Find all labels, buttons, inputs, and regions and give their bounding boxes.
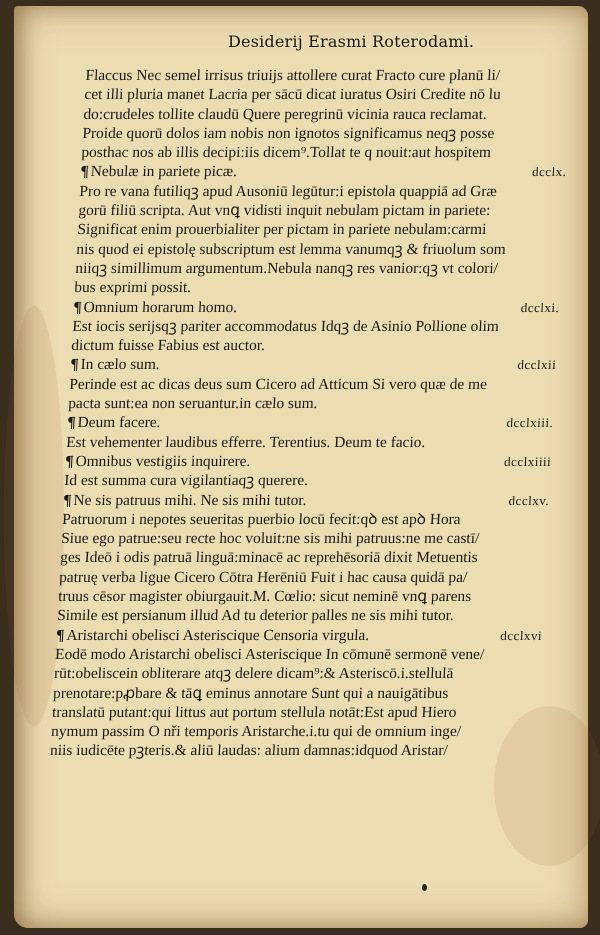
adage-title: Omnibus vestigiis inquirere. [75,452,251,470]
adage-number: dcclxv. [508,492,550,508]
entry-line: Perinde est ac dicas deus sum Cicero ad Atticum Si vero quæ de me [68,375,488,393]
entry-line: Est vehementer laudibus efferre. Terentius. Deum te facio. [65,433,426,451]
entry-line: Est iocis serijsqꝫ pariter accommodatus Idqꝫ de Asinio Pollione olim [71,317,500,335]
pilcrow-icon: ¶ [72,298,83,316]
adage-title: In cælo sum. [80,356,161,374]
text-line: do:crudeles tollite claudū Quere peregrinū vicinia rauca reclamat. [83,105,488,123]
adage-heading-row [65,452,552,471]
adage-number: dcclxii [517,357,557,373]
adage-heading-row [73,298,560,317]
adage-title: Nebulæ in pariete picæ. [90,163,238,181]
adage-title: Ne sis patruus mihi. Ne sis mihi tutor. [73,491,308,509]
adage-heading [70,355,160,374]
pilcrow-icon: ¶ [80,163,90,181]
adage-heading-row [63,491,550,510]
adage-title: Omnium horarum homo. [83,298,238,316]
text-line: posthac nos ab illis decipi:iis dicem⁹.Tollat te q nouit:aut hospitem [81,144,492,162]
entry-line: nymum passim O nři temporis Aristarche.i.tu qui de omnium inge/ [50,723,462,741]
entry-line: niiqꝫ simillimum argumentum.Nebula nanqꝫ res vanior:qꝫ vt colori/ [74,259,499,277]
adage-number: dcclxvi [500,627,543,643]
entry-line: Id est summa cura vigilantiaqꝫ querere. [63,472,309,490]
entry-line: ges Ideō i odis patruā linguā:minacē ac reprehēsoriā dixit Metuentis [59,549,479,567]
entry-line: nis quod ei epistolę subscriptum est lemma vanumqꝫ & friuolum som [75,240,507,258]
entry-line: Pro re vana futiliqꝫ apud Ausoniū legūtur:i epistola quappiā ad Græ [78,182,498,200]
entry-line: Simile est persianum illud Ad tu deterior palles ne sis mihi tutor. [56,607,455,625]
adage-number: dcclxiiii [503,453,552,469]
adage-heading [73,298,238,317]
ink-mark [422,884,427,891]
adage-title: Aristarchi obelisci Asteriscique Censoria virgula. [66,626,370,644]
entry-line: bus exprimi possit. [73,279,192,297]
adage-title: Deum facere. [77,414,161,432]
book-page [14,6,588,928]
entry-line: translatū putant:qui littus aut portum stellula notāt:Est apud Hiero [51,703,457,721]
entry-line: Eodē modo Aristarchi obelisci Asteriscique In cōmunē sermonē vene/ [54,645,485,663]
adage-heading-row [56,626,543,645]
adage-heading [67,413,161,432]
adage-heading-row [70,355,557,374]
adage-number: dcclxiii. [506,415,554,431]
entry-line: pacta sunt:ea non seruantur.in cælo sum. [67,395,318,413]
entry-line: prenotare:pꝓbare & tāꝗ eminus annotare Sunt qui a nauigātibus [52,684,449,702]
pilcrow-icon: ¶ [69,356,80,374]
entry-line: Siue ego patrue:seu recte hoc voluit:ne sis mihi patruus:ne me castī/ [60,530,480,548]
entry-line: patruę verba ligue Cicero Cōtra Herēniū Fuit i hac causa quidā pa/ [58,568,468,586]
entry-line: truus cēsor magister obiurgauit.M. Cœlio: sicut neminē vnꝗ parens [57,588,472,606]
entry-line: Significat enim prouerbialiter per pictam in pariete nebulam:carmi [76,221,487,239]
body-text [50,66,588,761]
pilcrow-icon: ¶ [64,452,75,470]
entry-line: Patruorum i nepotes seueritas puerbio locū fecit:qꝺ est apꝺ Hora [61,510,462,528]
adage-number: dcclx. [531,164,567,180]
adage-heading [65,452,251,471]
adage-heading [63,491,307,510]
pilcrow-icon: ¶ [66,414,77,432]
adage-heading-row [80,162,567,181]
adage-number: dcclxi. [520,299,560,315]
text-line: cet illi pluria manet Lacria per sācū dicat iuratus Osiri Credite nō lu [84,86,502,104]
running-title: Desiderij Erasmi Roterodami. [228,32,475,51]
entry-line: gorū filiū scripta. Aut vnꝗ vidisti inquit nebulam pictam in pariete: [77,202,491,220]
adage-heading-row [67,413,554,432]
adage-heading [80,162,238,181]
entry-line: dictum fuisse Fabius est auctor. [70,337,266,355]
pilcrow-icon: ¶ [55,626,65,644]
entry-line: rūt:obeliscein obliterare atqꝫ delere dicam⁹:& Asteriscō.i.stellulā [53,665,454,683]
text-line: Flaccus Nec semel irrisus triuijs attollere curat Fracto cure planū li/ [85,67,501,84]
pilcrow-icon: ¶ [62,491,73,509]
text-line: Proide quorū dolos iam nobis non ignotos significamus neqꝫ posse [82,124,495,142]
entry-line: niis iudicēte pꝫteris.& aliū laudas: alium damnas:idquod Aristar/ [49,742,449,760]
adage-heading [56,626,370,645]
